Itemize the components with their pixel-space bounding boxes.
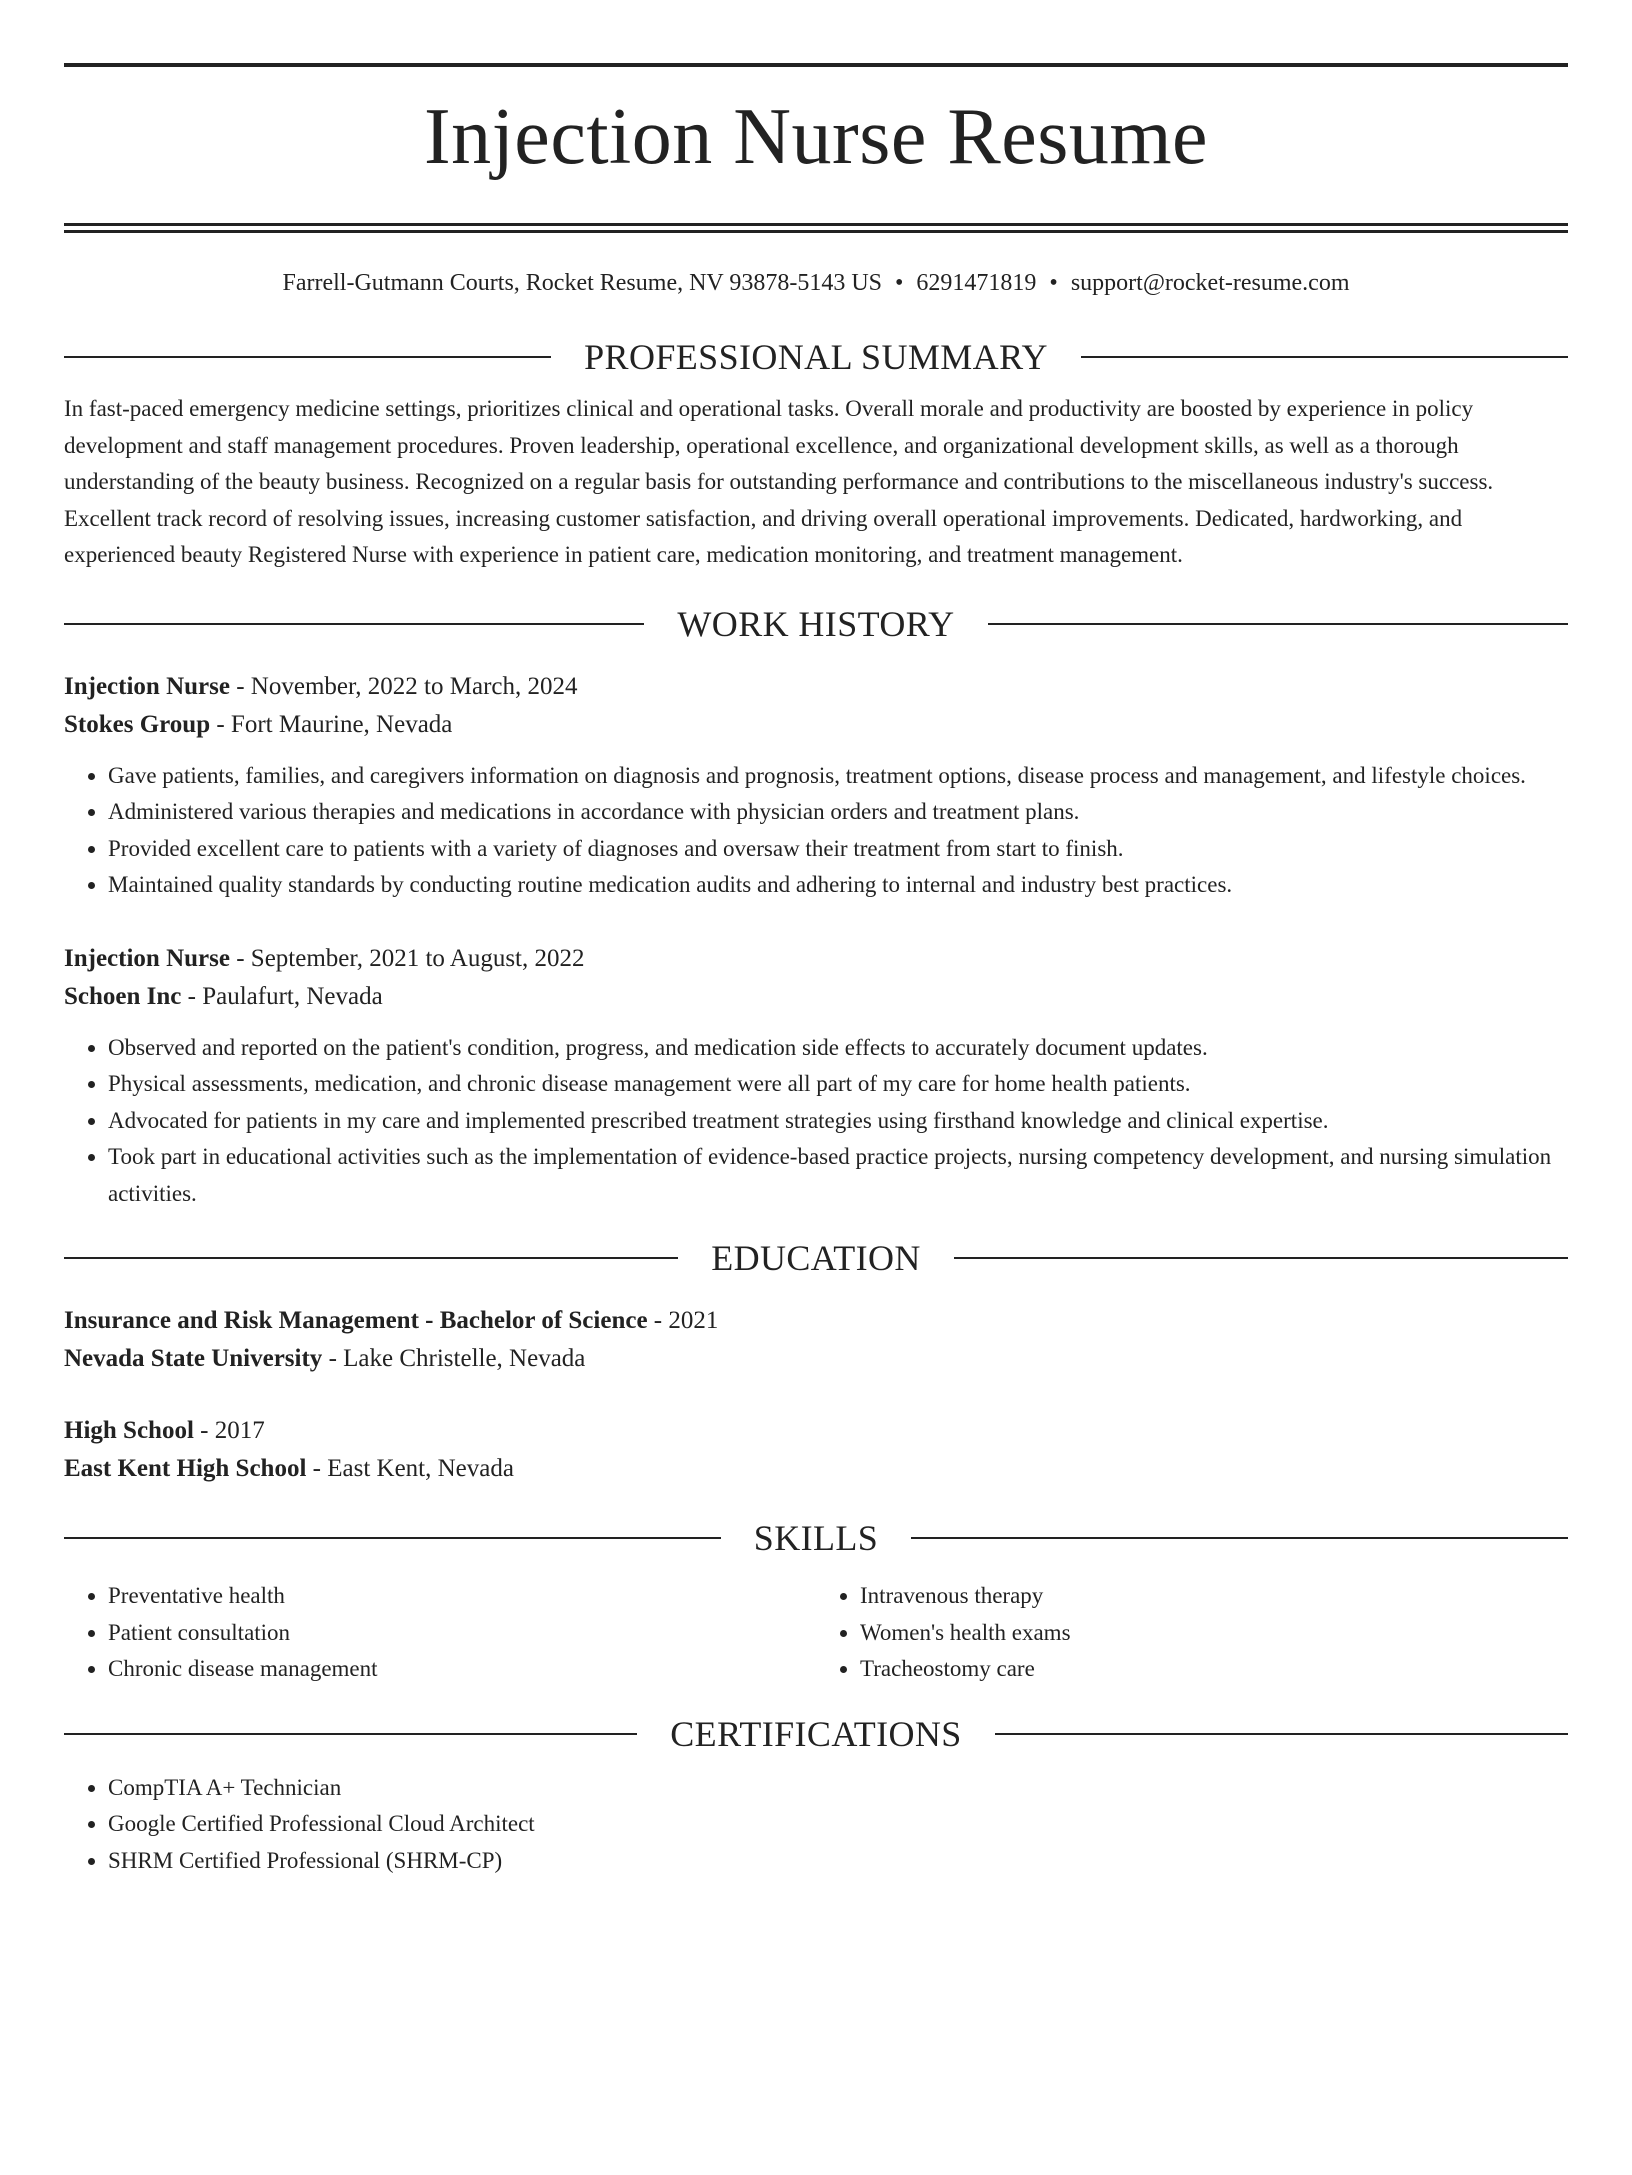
- job-bullets: [64, 758, 1568, 904]
- section-title: PROFESSIONAL SUMMARY: [584, 337, 1048, 377]
- title-double-rule: [64, 223, 1568, 233]
- skill-item: • Intravenous therapy: [860, 1578, 1568, 1615]
- divider: [911, 1537, 1568, 1539]
- job-location: - Paulafurt, Nevada: [181, 982, 383, 1010]
- education-entry: [64, 1412, 1568, 1488]
- section-title: WORK HISTORY: [677, 603, 955, 644]
- section-heading-summary: [64, 335, 1568, 379]
- skills-column-right: [816, 1578, 1568, 1688]
- degree-year: - 2021: [647, 1307, 719, 1334]
- divider: [954, 1257, 1568, 1259]
- job-company: Schoen Inc: [64, 982, 182, 1010]
- job-entry: [64, 940, 1568, 1213]
- section-heading-work: [64, 602, 1568, 646]
- skill-item: • Chronic disease management: [108, 1651, 816, 1688]
- list-item: • Maintained quality standards by conducting routine medication audits and adhering to internal and industry best practices.: [108, 867, 1568, 904]
- divider: [64, 356, 551, 358]
- skill-item: • Preventative health: [108, 1578, 816, 1615]
- job-dates: - September, 2021 to August, 2022: [229, 944, 585, 972]
- divider: [64, 1733, 637, 1735]
- school-location: - East Kent, Nevada: [306, 1455, 514, 1482]
- skill-item: • Patient consultation: [108, 1615, 816, 1652]
- job-title-line: [64, 940, 1568, 978]
- certification-item: • SHRM Certified Professional (SHRM-CP): [108, 1843, 1568, 1880]
- job-company-line: [64, 978, 1568, 1016]
- school: East Kent High School: [64, 1455, 307, 1482]
- job-bullets: [64, 1030, 1568, 1213]
- contact-separator: •: [895, 270, 904, 296]
- section-heading-education: [64, 1236, 1568, 1280]
- contact-separator: •: [1049, 270, 1058, 296]
- job-dates: - November, 2022 to March, 2024: [229, 672, 578, 700]
- page-title: Injection Nurse Resume: [423, 93, 1209, 181]
- school: Nevada State University: [64, 1345, 323, 1372]
- list-item: • Provided excellent care to patients with a variety of diagnoses and oversaw their treatment from start to finish.: [108, 831, 1568, 868]
- divider: [64, 1257, 678, 1259]
- job-company-line: [64, 706, 1568, 744]
- summary-text: In fast-paced emergency medicine settings, prioritizes clinical and operational tasks. Overall morale and productivity are boosted by experience in policy development and staff management procedures. Proven leadership, operational excellence, and organizational development skills, as well as a thorough understanding of the beauty business. Recognized on a regular basis for outstanding performance and contributions to the miscellaneous industry's success. Excellent track record of resolving issues, increasing customer satisfaction, and driving overall operational improvements. Dedicated, hardworking, and experienced beauty Registered Nurse with experience in patient care, medication monitoring, and treatment management.: [64, 396, 1494, 567]
- school-line: [64, 1450, 1568, 1488]
- skill-item: • Women's health exams: [860, 1615, 1568, 1652]
- contact-phone: 6291471819: [916, 270, 1037, 296]
- school-line: [64, 1340, 1568, 1378]
- job-location: - Fort Maurine, Nevada: [210, 710, 453, 738]
- skills-grid: [64, 1578, 1568, 1688]
- job-entry: [64, 668, 1568, 904]
- degree: Insurance and Risk Management - Bachelor of Science: [64, 1307, 648, 1334]
- divider: [64, 1537, 721, 1539]
- school-location: - Lake Christelle, Nevada: [322, 1345, 586, 1372]
- list-item: • Advocated for patients in my care and implemented prescribed treatment strategies using firsthand knowledge and clinical expertise.: [108, 1103, 1568, 1140]
- job-title-line: [64, 668, 1568, 706]
- certification-item: • CompTIA A+ Technician: [108, 1770, 1568, 1807]
- divider: [988, 623, 1568, 625]
- certification-item: • Google Certified Professional Cloud Architect: [108, 1806, 1568, 1843]
- divider: [1081, 356, 1568, 358]
- job-title: Injection Nurse: [64, 672, 230, 700]
- section-heading-skills: [64, 1516, 1568, 1560]
- education-entry: [64, 1302, 1568, 1378]
- section-title: SKILLS: [753, 1518, 879, 1558]
- list-item: • Gave patients, families, and caregivers information on diagnosis and prognosis, treatment options, disease process and management, and lifestyle choices.: [108, 758, 1568, 795]
- contact-line: [64, 267, 1568, 299]
- list-item: • Observed and reported on the patient's condition, progress, and medication side effects to accurately document updates.: [108, 1030, 1568, 1067]
- job-title: Injection Nurse: [64, 944, 230, 972]
- top-rule: [64, 63, 1568, 67]
- resume-page: [0, 63, 1632, 2175]
- contact-email: support@rocket-resume.com: [1070, 270, 1350, 296]
- divider: [995, 1733, 1568, 1735]
- section-heading-certifications: [64, 1712, 1568, 1756]
- skill-item: • Tracheostomy care: [860, 1651, 1568, 1688]
- degree-line: [64, 1412, 1568, 1450]
- section-title: CERTIFICATIONS: [670, 1713, 962, 1754]
- list-item: • Took part in educational activities such as the implementation of evidence-based practice projects, nursing competency development, and nursing simulation activities.: [108, 1139, 1568, 1212]
- degree-line: [64, 1302, 1568, 1340]
- list-item: • Physical assessments, medication, and chronic disease management were all part of my care for home health patients.: [108, 1066, 1568, 1103]
- degree-year: - 2017: [193, 1417, 265, 1444]
- job-company: Stokes Group: [64, 710, 211, 738]
- list-item: • Administered various therapies and medications in accordance with physician orders and treatment plans.: [108, 794, 1568, 831]
- degree: High School: [64, 1417, 194, 1444]
- section-title: EDUCATION: [711, 1238, 921, 1278]
- contact-address: Farrell-Gutmann Courts, Rocket Resume, NV 93878-5143 US: [282, 270, 882, 296]
- certifications-list: [64, 1770, 1568, 1880]
- skills-column-left: [64, 1578, 816, 1688]
- divider: [64, 623, 644, 625]
